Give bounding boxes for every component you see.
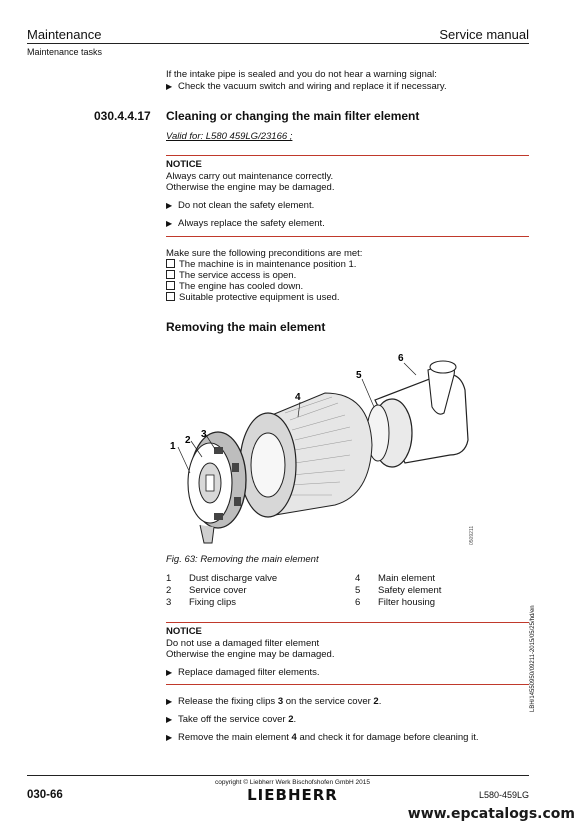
- legend-label: Service cover: [189, 585, 247, 596]
- step-ref: 4: [291, 732, 297, 743]
- triangle-bullet-icon: ▶: [166, 82, 173, 91]
- preconditions-intro: Make sure the following preconditions are met:: [166, 248, 363, 259]
- step-ref: 3: [277, 696, 284, 707]
- notice-bar: [166, 236, 529, 237]
- footer-model: L580-459LG: [478, 790, 529, 800]
- section-number: 030.4.4.17: [94, 109, 151, 123]
- header-title: Maintenance: [27, 27, 102, 42]
- checkbox-icon: [166, 259, 175, 268]
- intro-line: If the intake pipe is sealed and you do not hear a warning signal:: [166, 69, 437, 80]
- step-item: [166, 696, 381, 708]
- triangle-bullet-icon: ▶: [166, 733, 173, 742]
- checkbox-icon: [166, 270, 175, 279]
- legend-number: 4: [355, 573, 361, 584]
- callout-2: 2: [185, 435, 191, 446]
- header-doc-type: Service manual: [439, 27, 529, 42]
- header-rule: [27, 43, 529, 44]
- step-ref: 2: [288, 714, 294, 725]
- watermark: www.epcatalogs.com: [407, 806, 575, 822]
- step-item: [166, 732, 479, 744]
- header-subtitle: Maintenance tasks: [27, 47, 103, 57]
- callout-3: 3: [201, 429, 207, 440]
- precondition-text: The machine is in maintenance position 1.: [179, 259, 357, 270]
- filter-diagram: [160, 345, 480, 550]
- notice-label: NOTICE: [166, 626, 202, 637]
- notice-bar: [166, 684, 529, 685]
- triangle-bullet-icon: ▶: [166, 715, 173, 724]
- step-text: Take off the service cover: [178, 714, 289, 725]
- notice-text: Always carry out maintenance correctly.: [166, 171, 334, 182]
- precondition-item: [166, 270, 296, 282]
- legend-number: 5: [355, 585, 361, 596]
- figure-code: 0509211: [469, 525, 475, 545]
- intro-action: [166, 81, 447, 93]
- notice-action: [166, 667, 320, 679]
- callout-6: 6: [398, 353, 404, 364]
- legend-label: Safety element: [378, 585, 442, 596]
- legend-label: Dust discharge valve: [189, 573, 278, 584]
- step-ref: 2: [373, 696, 379, 707]
- triangle-bullet-icon: ▶: [166, 668, 173, 677]
- step-item: [166, 714, 296, 726]
- notice-action: [166, 200, 314, 212]
- triangle-bullet-icon: ▶: [166, 219, 173, 228]
- precondition-text: The service access is open.: [179, 270, 297, 281]
- callout-4: 4: [295, 392, 301, 403]
- intro-action-text: Check the vacuum switch and wiring and replace it if necessary.: [178, 81, 447, 92]
- notice-bar: [166, 155, 529, 156]
- step-text: and check it for damage before cleaning it.: [296, 732, 479, 743]
- precondition-item: [166, 292, 340, 304]
- notice-label: NOTICE: [166, 159, 202, 170]
- notice-action-text: Replace damaged filter elements.: [178, 667, 320, 678]
- subsection-title: Removing the main element: [166, 320, 326, 334]
- precondition-item: [166, 281, 303, 293]
- notice-text: Otherwise the engine may be damaged.: [166, 182, 335, 193]
- step-text: on the service cover: [283, 696, 374, 707]
- notice-text: Otherwise the engine may be damaged.: [166, 649, 335, 660]
- figure-caption: Fig. 63: Removing the main element: [166, 554, 319, 565]
- triangle-bullet-icon: ▶: [166, 201, 173, 210]
- legend-number: 2: [166, 585, 172, 596]
- validity-note: Valid for: L580 459LG/23166 ;: [166, 131, 293, 142]
- main-element: [240, 393, 372, 517]
- callout-5: 5: [356, 370, 362, 381]
- notice-bar: [166, 622, 529, 623]
- notice-action-text: Do not clean the safety element.: [178, 200, 315, 211]
- footer-rule: [27, 775, 529, 776]
- document-code: LBH/14550950/09211-2015/05/25/hd/en: [530, 605, 536, 712]
- triangle-bullet-icon: ▶: [166, 697, 173, 706]
- precondition-text: The engine has cooled down.: [179, 281, 304, 292]
- section-title: Cleaning or changing the main filter element: [166, 109, 420, 123]
- legend-number: 1: [166, 573, 172, 584]
- legend-label: Fixing clips: [189, 597, 236, 608]
- callout-1: 1: [170, 441, 176, 452]
- checkbox-icon: [166, 281, 175, 290]
- step-text: .: [293, 714, 297, 725]
- legend-label: Main element: [378, 573, 436, 584]
- precondition-item: [166, 259, 356, 271]
- step-text: Remove the main element: [178, 732, 292, 743]
- notice-action-text: Always replace the safety element.: [178, 218, 325, 229]
- legend-number: 3: [166, 597, 172, 608]
- notice-action: [166, 218, 325, 230]
- precondition-text: Suitable protective equipment is used.: [179, 292, 340, 303]
- step-text: Release the fixing clips: [178, 696, 278, 707]
- liebherr-logo: LIEBHERR: [247, 786, 338, 804]
- legend-label: Filter housing: [378, 597, 436, 608]
- checkbox-icon: [166, 292, 175, 301]
- footer-copyright: copyright © Liebherr Werk Bischofshofen GmbH 2015: [215, 779, 370, 786]
- legend-number: 6: [355, 597, 361, 608]
- page-number: 030-66: [27, 789, 63, 801]
- step-text: .: [378, 696, 382, 707]
- notice-text: Do not use a damaged filter element: [166, 638, 320, 649]
